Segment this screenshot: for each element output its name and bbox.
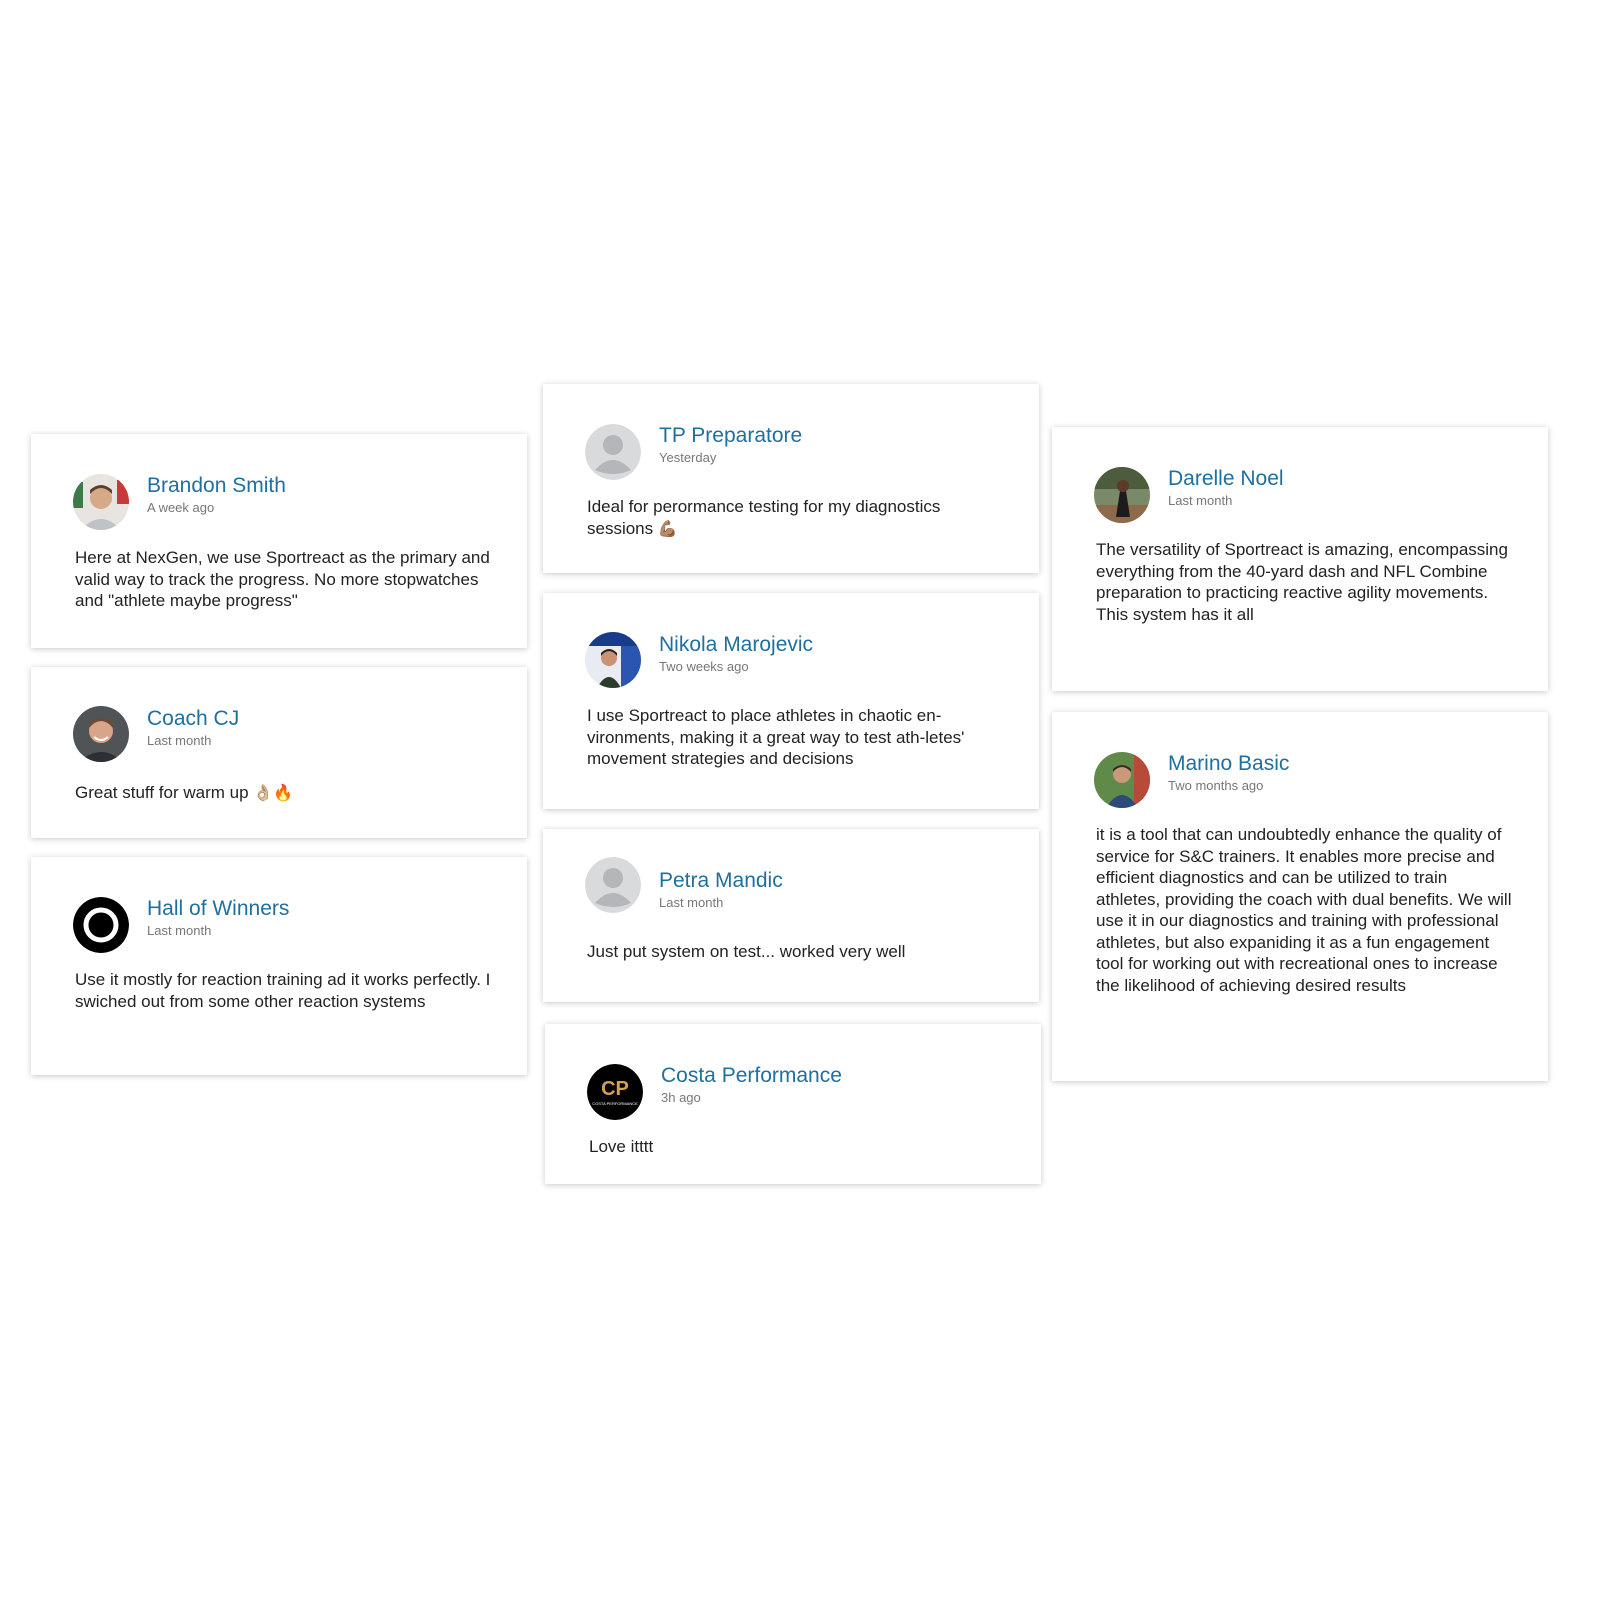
review-time: Last month [147, 923, 212, 938]
review-card-hall-of-winners [31, 857, 527, 1075]
reviewer-name[interactable]: Marino Basic [1168, 752, 1290, 775]
review-card-brandon-smith [31, 434, 527, 648]
reviewer-name[interactable]: Brandon Smith [147, 474, 286, 497]
darelle-noel-avatar[interactable] [1094, 467, 1150, 523]
review-text: Love itttt [589, 1137, 654, 1156]
review-card-nikola-marojevic [543, 593, 1039, 809]
review-card-coach-cj [31, 667, 527, 838]
review-card-petra-mandic [543, 829, 1039, 1002]
default-user-icon[interactable] [585, 424, 641, 480]
reviewer-name[interactable]: Costa Performance [661, 1064, 842, 1087]
review-text [587, 496, 1007, 540]
review-time: Two weeks ago [659, 659, 749, 674]
review-text: The versatility of Sportreact is amazing, encompassing everything from the 40-yard dash and NFL Combine preparation to practicing reactive agility movements. This system has it all [1096, 540, 1508, 624]
review-text: it is a tool that can undoubtedly enhance the quality of service for S&C trainers. It enables more precise and efficient diagnostics and can be utilized to train athletes, providing the coach with dual benefits. We will use it in our diagnostics and training with professional athletes, but also expaniding it as a fun engagement tool for working out with recreational ones to increase the likelihood of achieving desired results [1096, 825, 1512, 995]
review-text: Here at NexGen, we use Sportreact as the primary and valid way to track the progress. No more stopwatches and "athlete maybe progress" [75, 548, 490, 610]
review-time: Last month [1168, 493, 1233, 508]
nikola-marojevic-avatar[interactable] [585, 632, 641, 688]
reviewer-name[interactable]: TP Preparatore [659, 424, 803, 447]
review-card-darelle-noel [1052, 427, 1548, 691]
reviewer-name[interactable]: Darelle Noel [1168, 467, 1284, 490]
review-time: Yesterday [659, 450, 717, 465]
reviewer-name[interactable]: Hall of Winners [147, 897, 290, 920]
review-card-costa-performance [545, 1024, 1041, 1184]
brandon-smith-avatar[interactable] [73, 474, 129, 530]
review-time: Last month [659, 895, 724, 910]
review-time: Two months ago [1168, 778, 1264, 793]
reviewer-name[interactable]: Coach CJ [147, 707, 240, 730]
default-user-icon[interactable] [585, 857, 641, 913]
review-text: Use it mostly for reaction training ad it works perfectly. I swiched out from some other reaction systems [75, 970, 491, 1011]
costa-performance-logo-avatar[interactable] [587, 1064, 643, 1120]
hall-of-winners-logo-avatar[interactable] [73, 897, 129, 953]
review-text [75, 782, 495, 805]
review-text: Just put system on test... worked very well [587, 942, 906, 961]
cp-logo-letters: CP [601, 1078, 629, 1100]
review-time: Last month [147, 733, 212, 748]
review-time: A week ago [147, 500, 215, 515]
cp-logo-subtext: COSTA PERFORMANCE [592, 1101, 638, 1106]
review-text-content: Great stuff for warm up [75, 783, 249, 802]
coach-cj-avatar[interactable] [73, 706, 129, 762]
reviewer-name[interactable]: Nikola Marojevic [659, 633, 814, 656]
ok-fire-emoji: 👌🏼🔥 [253, 785, 294, 802]
review-text: I use Sportreact to place athletes in chaotic en-vironments, making it a great way to test ath-letes' movement strategies and decisions [587, 706, 965, 768]
flexed-biceps-emoji: 💪🏽 [657, 520, 678, 538]
review-card-marino-basic [1052, 712, 1548, 1081]
marino-basic-avatar[interactable] [1094, 752, 1150, 808]
review-card-tp-preparatore [543, 384, 1039, 573]
reviewer-name[interactable]: Petra Mandic [659, 869, 783, 892]
review-time: 3h ago [661, 1090, 701, 1105]
review-text-content: Ideal for perormance testing for my diagnostics sessions [587, 497, 941, 538]
